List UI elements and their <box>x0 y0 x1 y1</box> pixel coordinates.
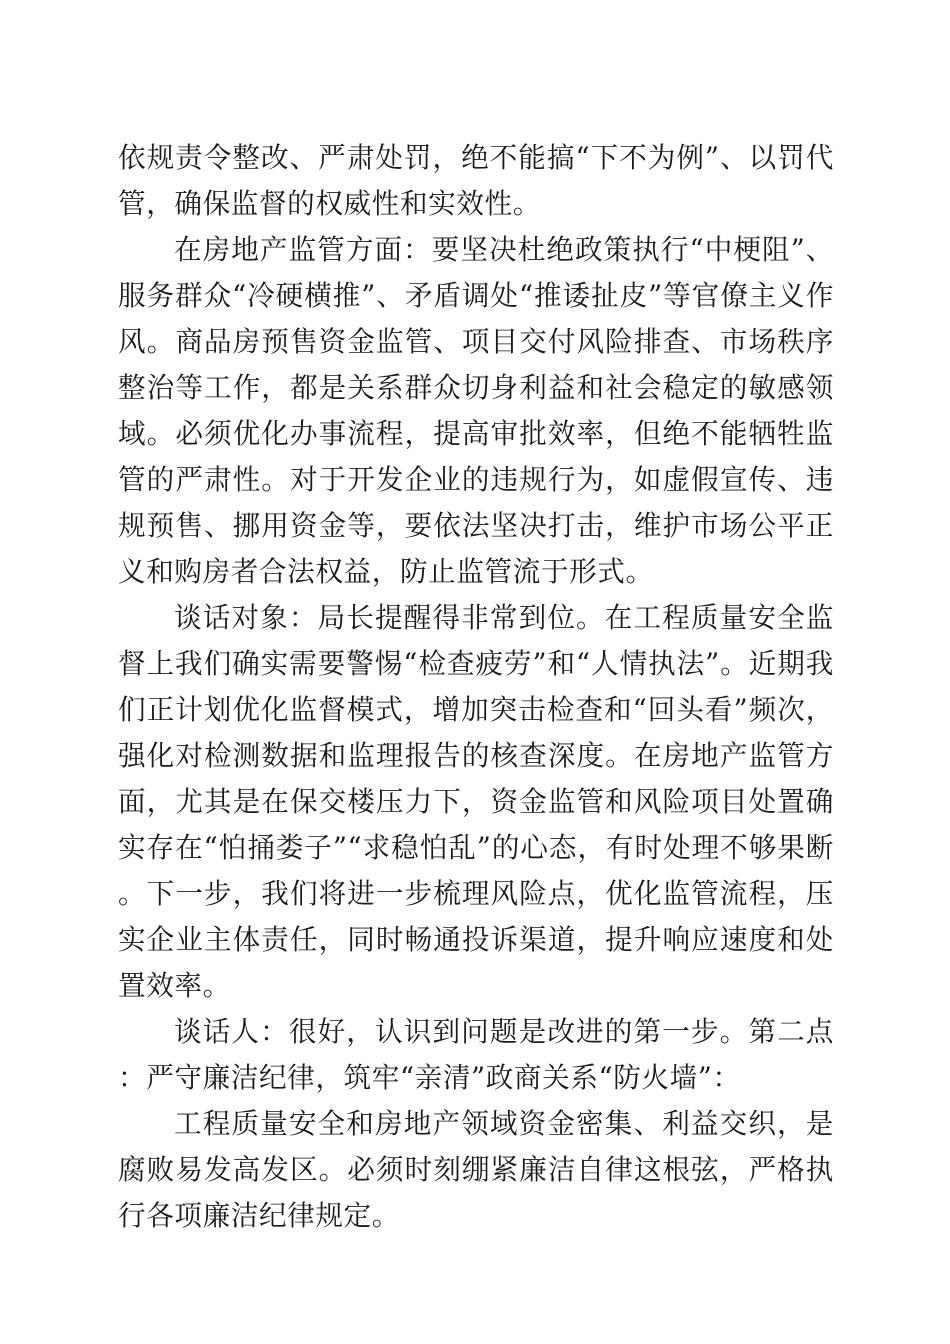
paragraph-real-estate-supervision: 在房地产监管方面：要坚决杜绝政策执行“中梗阻”、服务群众“冷硬横推”、矛盾调处“推诿扯皮”等官僚主义作风。商品房预售资金监管、项目交付风险排查、市场秩序整治等工作，都是关系群众切身利益和社会稳定的敏感领域。必须优化办事流程，提高审批效率，但绝不能牺牲监管的严肃性。对于开发企业的违规行为，如虚假宣传、违规预售、挪用资金等，要依法坚决打击，维护市场公平正义和购房者合法权益，防止监管流于形式。 <box>118 233 834 588</box>
document-body <box>118 135 834 1239</box>
paragraph-continuation: 依规责令整改、严肃处罚，绝不能搞“下不为例”、以罚代管，确保监督的权威性和实效性。 <box>118 141 834 220</box>
paragraph-interviewee-response: 谈话对象：局长提醒得非常到位。在工程质量安全监督上我们确实需要警惕“检查疲劳”和“人情执法”。近期我们正计划优化监督模式，增加突击检查和“回头看”频次，强化对检测数据和监理报告的核查深度。在房地产监管方面，尤其是在保交楼压力下，资金监管和风险项目处置确实存在“怕捅娄子”“求稳怕乱”的心态，有时处理不够果断。下一步，我们将进一步梳理风险点，优化监管流程，压实企业主体责任，同时畅通投诉渠道，提升响应速度和处置效率。 <box>118 601 834 1002</box>
paragraph-interviewer-second-point: 谈话人：很好，认识到问题是改进的第一步。第二点：严守廉洁纪律，筑牢“亲清”政商关系“防火墙”： <box>118 1015 834 1094</box>
paragraph-integrity-discipline: 工程质量安全和房地产领域资金密集、利益交织，是腐败易发高发区。必须时刻绷紧廉洁自律这根弦，严格执行各项廉洁纪律规定。 <box>118 1107 834 1232</box>
